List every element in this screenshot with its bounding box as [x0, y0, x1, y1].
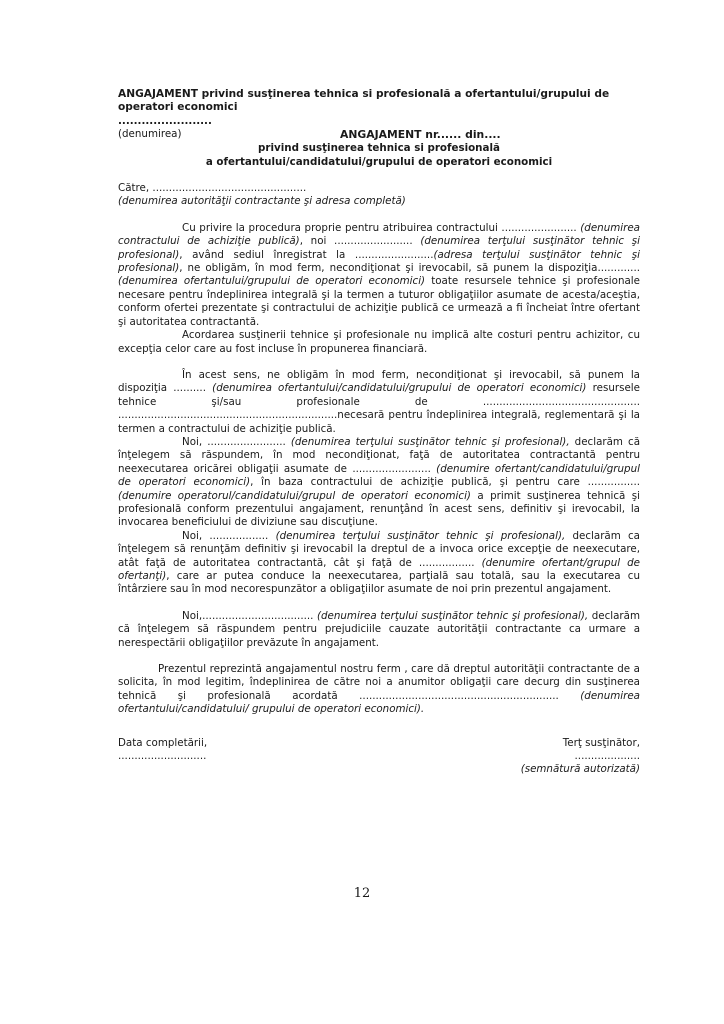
text-run: Prezentul reprezintă angajamentul nostru ferm , care dă dreptul autorităţii contractante de a solicita, în mod legitim, îndeplinirea de către noi a anumitor obligaţii care decurg din susţinerea tehnică şi profesională acordată ............................................................. [118, 663, 640, 702]
text-run: , noi ........................ [299, 235, 421, 248]
text-run: (denumirea ofertantului/grupului de operatori economici) [118, 275, 426, 288]
text-run: În acest sens, ne obligăm în mod ferm, necondiţionat şi irevocabil, să punem la dispoziţia .......... [118, 368, 640, 395]
angajament-number: ANGAJAMENT nr...... din.... [340, 128, 501, 142]
text-run: (denumirea ofertantului/candidatului/grupului de operatori economici) [212, 382, 587, 395]
text-run: Noi, ........................ [182, 435, 291, 448]
text-run: a primit susţinerea tehnică şi profesională conform prezentului angajament, renunţând în acest sens, definitiv şi irevocabil, la invocarea beneficiului de diviziune sau discuţiune. [118, 489, 640, 529]
paragraph-1 [118, 222, 640, 329]
subtitle-line-1: privind susţinerea tehnica si profesională [258, 142, 500, 155]
text-run: declarăm ca înţelegem să renunţăm definitiv şi irevocabil la dreptul de a invoca orice excepţie de neexecutare, atât faţă de autoritatea contractantă, cât şi faţă de ................. [118, 529, 640, 569]
subtitle-line-2: a ofertantului/candidatului/grupului de operatori economici [205, 155, 553, 168]
signature-block [118, 737, 640, 797]
paragraph-4 [118, 436, 640, 530]
paragraph-7 [118, 663, 640, 717]
text-run: declarăm că înţelegem să răspundem, în mod necondiţionat, faţă de autoritatea contractantă pentru neexecutarea oricărei obligaţii asumate de ........................ [118, 435, 641, 475]
text-run: (denumirea ofertantului/candidatului/ grupului de operatori economici). [118, 689, 640, 716]
text-run: Noi, .................. [182, 529, 276, 542]
third-party-label: Terţ susţinător, [562, 736, 640, 749]
text-run: (denumirea terţului susţinător tehnic şi profesional), [275, 529, 566, 542]
text-run: (denumirea terţului susţinător tehnic şi profesional) [118, 235, 640, 261]
dots-line: ........................ [118, 114, 212, 127]
text-run: (denumire ofertant/candidatului/grupul de operatori economici) [118, 462, 640, 489]
text-run: , ne obligăm, în mod ferm, necondiţionat şi irevocabil, să punem la dispoziţia............. [179, 262, 640, 275]
text-run: , în baza contractului de achiziţie publică, şi pentru care ................ [250, 476, 640, 489]
text-run: (denumire ofertant/grupul de ofertanţi) [118, 556, 640, 582]
paragraph-3 [118, 369, 640, 436]
addressee-line: Către, ............................................... [118, 182, 307, 195]
document-body [118, 88, 640, 797]
text-run: (denumire operatorul/candidatului/grupul de operatori economici) [118, 489, 471, 502]
text-run: declarăm că înţelegem să răspundem pentru prejudiciile cauzate autorităţii contractante ca urmare a nerespectării obligaţiilor prevăzute în angajament. [118, 609, 640, 649]
page-number: 12 [353, 886, 371, 901]
addressee-description: (denumirea autorităţii contractante şi adresa completă) [118, 195, 406, 208]
text-run: (denumirea terţului susţinător tehnic şi profesional), [316, 609, 589, 622]
text-run: Cu privire la procedura proprie pentru atribuirea contractului ....................... [182, 221, 581, 234]
text-run: Noi,.................................. [182, 609, 317, 622]
text-run: resursele tehnice şi/sau profesionale de ................................................ ...................................................................necesară pentru îndeplinirea integrală, reglementară şi la termen a contractului de achiziţie publică. [118, 382, 640, 435]
date-label: Data completării, [118, 736, 208, 749]
header-row [118, 128, 640, 142]
text-run: toate resursele tehnice şi profesionale necesare pentru îndeplinirea integrală şi la termen a tuturor obligaţiilor asumate de acesta/aceştia, conform ofertei prezentate şi contractului de achiziţie publică ce urmează a fi încheiat între ofertant şi autoritatea contractantă. [118, 275, 640, 328]
signature-caption: (semnătură autorizată) [520, 763, 640, 776]
denumirea-label: (denumirea) [118, 128, 182, 141]
third-party-dots: .................... [574, 750, 640, 763]
paragraph-2: Acordarea susţinerii tehnice şi profesionale nu implică alte costuri pentru achizitor, cu excepţia celor care au fost incluse în propunerea financiară. [118, 329, 640, 355]
text-run: (denumirea contractului de achiziţie publică) [118, 221, 640, 248]
text-run: , care ar putea conduce la neexecutarea, parţială sau totală, sau la executarea cu întârziere sau în mod necorespunzător a obligaţiilor asumate de noi prin prezentul angajament. [118, 570, 640, 596]
date-dots: ........................... [118, 750, 207, 763]
document-title: ANGAJAMENT privind susţinerea tehnica si profesională a ofertantului/grupului de operatori economici [118, 88, 610, 114]
text-run: , având sediul înregistrat la ........................ [179, 248, 434, 261]
text-run: (adresa terţului susţinător tehnic şi profesional) [118, 248, 640, 275]
paragraph-5 [118, 530, 640, 597]
paragraph-6 [118, 610, 640, 650]
text-run: (denumirea terţului susţinător tehnic şi profesional), [290, 435, 570, 448]
